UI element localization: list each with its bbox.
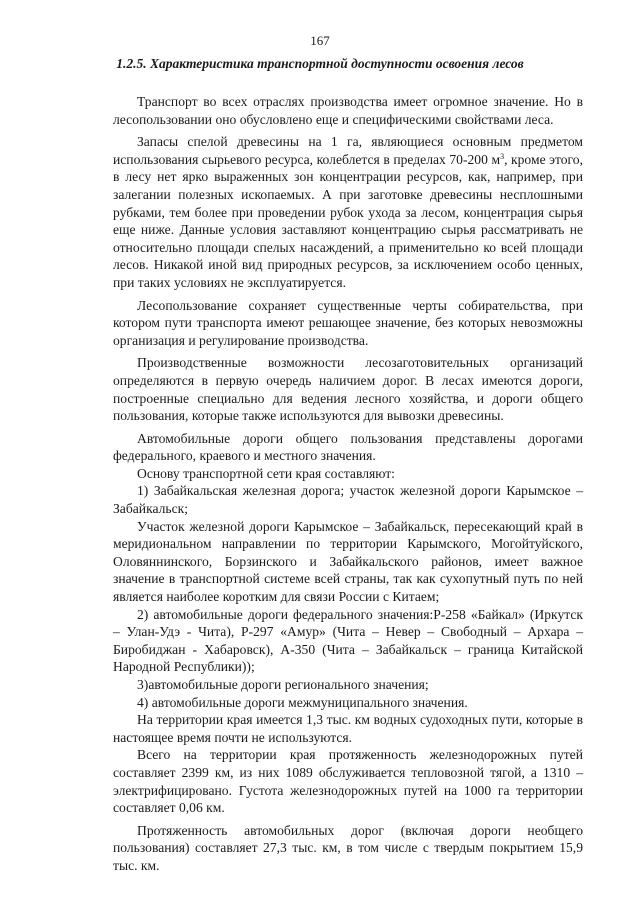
section-heading: 1.2.5. Характеристика транспортной доступности освоения лесов — [116, 56, 524, 71]
paragraph: Участок железной дороги Карымское – Забайкальск, пересекающий край в меридиональном направлении по территории Карымского, Могойтуйского, Оловяннинского, Борзинского и Забайкальского районов, имеет важное значение в транспортной системе всей страны, так как сухопутный путь по ней является наиболее коротким для связи России с Китаем; — [113, 518, 583, 605]
list-item: 4) автомобильные дороги межмуниципального значения. — [137, 694, 468, 710]
body-text — [113, 93, 583, 880]
paragraph-text: Запасы спелой древесины на 1 га, являющиеся основным предметом использования сырьевого ресурса, колеблется в пределах 70-200 м — [113, 134, 583, 167]
paragraph: Автомобильные дороги общего пользования представлены дорогами федерального, краевого и местного значения. — [113, 430, 583, 464]
page-number: 167 — [310, 33, 330, 48]
paragraph: Лесопользование сохраняет существенные черты собирательства, при котором пути транспорта имеют решающее значение, без которых невозможны организация и регулирование производства. — [113, 297, 583, 348]
paragraph: Протяженность автомобильных дорог (включая дороги необщего пользования) составляет 27,3 тыс. км, в том числе с твердым покрытием 15,9 тыс. км. — [113, 822, 583, 873]
paragraph: На территории края имеется 1,3 тыс. км водных судоходных пути, которые в настоящее время почти не используются. — [113, 712, 583, 745]
paragraph-text: , кроме этого, в лесу нет ярко выраженных зон концентрации ресурсов, как, например, при залегании полезных ископаемых. А при заготовке древесины несплошными рубками, тем более при проведении рубок ухода за лесом, концентрация сырья еще ниже. Данные условия заставляют концентрацию сырья рассматривать не относительно площади спелых насаждений, а применительно ко всей площади лесов. Никакой иной вид природных ресурсов, за исключением особо ценных, при таких условиях не эксплуатируется. — [113, 151, 583, 290]
list-item: 3)автомобильные дороги регионального значения; — [137, 677, 429, 692]
list-item: 1) Забайкальская железная дорога; участок железной дороги Карымское – Забайкальск; — [113, 483, 583, 517]
paragraph: Транспорт во всех отраслях производства имеет огромное значение. Но в лесопользовании оно обусловлено еще и специфическими свойствами леса. — [113, 94, 583, 127]
paragraph: Производственные возможности лесозаготовительных организаций определяются в первую очередь наличием дорог. В лесах имеются дороги, построенные специально для ведения лесного хозяйства, и дороги общего пользования, которые также используются для вывозки древесины. — [113, 355, 583, 424]
superscript: 3 — [500, 151, 505, 161]
paragraph — [113, 133, 583, 291]
list-item: 2) автомобильные дороги федерального значения:Р-258 «Байкал» (Иркутск – Улан-Удэ - Чита), Р-297 «Амур» (Чита – Невер – Свободный – Архара – Биробиджан - Хабаровск), А-350 (Чита – Забайкальск – граница Китайской Народной Республики)); — [113, 606, 583, 675]
paragraph: Основу транспортной сети края составляют: — [137, 465, 395, 481]
paragraph: Всего на территории края протяженность железнодорожных путей составляет 2399 км, из них 1089 обслуживается тепловозной тягой, а 1310 – электрифицировано. Густота железнодорожных путей на 1000 га территории составляет 0,06 км. — [113, 747, 583, 816]
